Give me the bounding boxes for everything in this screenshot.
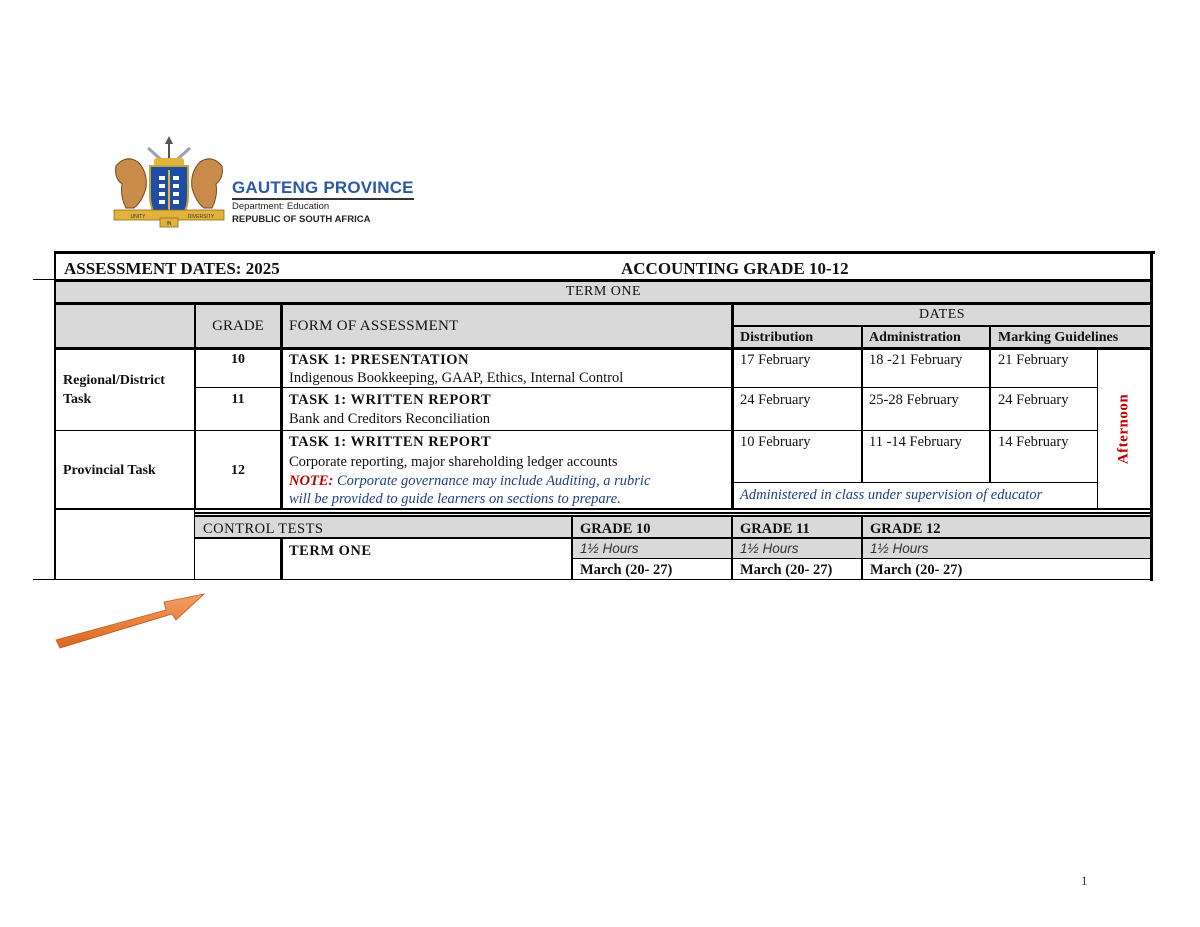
line-double-top [195,512,1152,514]
col-header-dates: DATES [918,307,966,322]
ct-duration-12: 1½ Hours [870,541,929,556]
ct-dates-11: March (20- 27) [740,562,833,578]
row-marking: 24 February [998,392,1069,408]
col-line-ct-g11 [731,516,733,580]
row-grade: 11 [231,392,245,407]
row-task: TASK 1: PRESENTATION [289,352,469,368]
motto-in: IN [166,221,172,227]
col-line-admin [861,326,863,483]
ct-grade-10: GRADE 10 [580,521,651,537]
control-header-bg [195,517,1152,538]
row-detail: Corporate reporting, major shareholding ledger accounts [289,454,618,470]
margin-line-bottom [33,579,55,580]
row-marking: 21 February [998,352,1069,368]
row-note [289,472,650,490]
row-admin-note: Administered in class under supervision of educator [740,487,1043,503]
col-header-administration: Administration [869,330,961,345]
line-under-term [55,302,1152,305]
motto-unity: UNITY [130,214,146,220]
row-distribution: 10 February [740,434,811,450]
line-under-provincial [55,508,1152,510]
line-control-top [195,515,1152,517]
row-grade: 10 [231,352,245,367]
row-distribution: 17 February [740,352,811,368]
line-under-title [55,279,1152,282]
line-control-header [195,537,1152,539]
note-label: NOTE: [289,473,334,489]
ct-dates-12: March (20- 27) [870,562,963,578]
control-term-label: TERM ONE [289,543,372,559]
orange-arrow-icon [54,590,208,652]
coat-of-arms-icon [108,136,230,228]
line-row3 [732,482,1098,483]
row-marking: 14 February [998,434,1069,450]
row-detail: Indigenous Bookkeeping, GAAP, Ethics, Internal Control [289,370,624,386]
page-number: 1 [1081,873,1088,888]
logo-country: REPUBLIC OF SOUTH AFRICA [232,214,371,225]
control-tests-label: CONTROL TESTS [203,521,324,537]
col-header-distribution: Distribution [740,330,814,345]
line-row1 [195,387,1098,388]
logo-title: GAUTENG PROVINCE [232,178,414,197]
note-text-line1: Corporate governance may include Auditing, a rubric [333,473,651,489]
row-administration: 11 -14 February [869,434,962,450]
row-grade: 12 [231,463,245,478]
col-line-marking [989,326,991,483]
group-regional-line2: Task [63,392,92,407]
ct-duration-10: 1½ Hours [580,541,639,556]
group-provincial: Provincial Task [63,463,156,478]
logo-department: Department: Education [232,201,330,212]
session-label: Afternoon [1115,393,1132,465]
group-regional-line1: Regional/District [63,373,165,388]
col-line-grade-lower [194,510,195,580]
col-line-ct-g10 [571,516,573,580]
col-line-form-lower [280,538,283,580]
row-detail: Bank and Creditors Reconciliation [289,411,490,427]
col-line-dates [731,304,734,509]
col-line-form [280,304,283,509]
motto-diversity: DIVERSITY [187,214,215,220]
logo-underline [232,198,414,200]
ct-duration-11: 1½ Hours [740,541,799,556]
row-task: TASK 1: WRITTEN REPORT [289,392,492,408]
ct-grade-12: GRADE 12 [870,521,941,537]
title-assessment-dates: ASSESSMENT DATES: 2025 [64,259,280,278]
gauteng-logo [108,136,418,228]
col-line-ct-g12 [861,516,863,580]
col-header-form: FORM OF ASSESSMENT [289,318,459,334]
row-administration: 25-28 February [869,392,959,408]
title-subject: ACCOUNTING GRADE 10-12 [621,259,849,278]
note-text-line2: will be provided to guide learners on sections to prepare. [289,491,621,507]
row-task: TASK 1: WRITTEN REPORT [289,434,492,450]
line-under-header [55,347,1152,350]
table-bottom-border [55,579,1152,580]
margin-line-top [33,279,55,280]
session-cell [1098,349,1150,509]
line-row2 [55,430,1098,431]
term-label: TERM ONE [565,284,642,299]
col-header-grade: GRADE [212,318,264,334]
row-administration: 18 -21 February [869,352,963,368]
row-distribution: 24 February [740,392,811,408]
ct-dates-10: March (20- 27) [580,562,673,578]
table-top-border [55,251,1155,254]
col-header-marking: Marking Guidelines [998,330,1119,345]
line-under-dates [732,325,1152,327]
ct-grade-11: GRADE 11 [740,521,810,537]
